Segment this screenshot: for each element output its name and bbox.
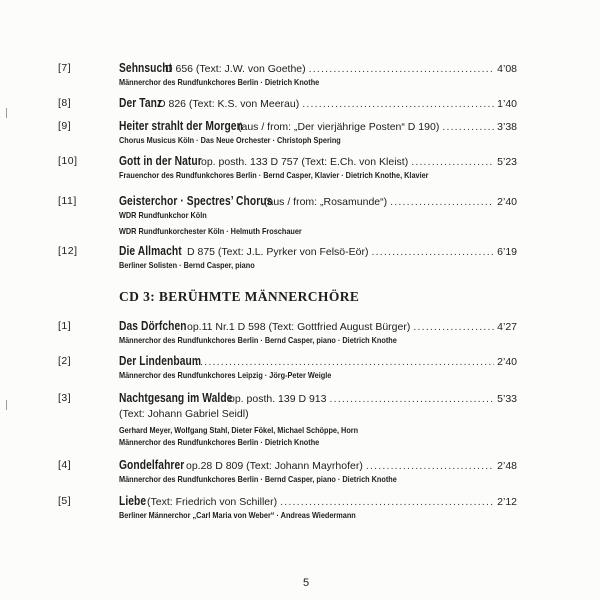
track-details: D 656 (Text: J.W. von Goethe) (165, 63, 306, 75)
track-details: op.28 D 809 (Text: Johann Mayrhofer) (186, 460, 363, 472)
track-number: [3] (58, 392, 72, 404)
performers: Männerchor des Rundfunkchores Berlin · Dietrich Knothe (119, 77, 320, 87)
performers: WDR Rundfunkorchester Köln · Helmuth Froschauer (119, 226, 302, 236)
page-number: 5 (303, 577, 310, 589)
track-title: Heiter strahlt der Morgen (119, 119, 243, 133)
track-number: [7] (58, 62, 72, 74)
track-duration: 6’19 (497, 246, 517, 258)
margin-mark (6, 108, 7, 118)
track-number: [4] (58, 459, 72, 471)
performers: Chorus Musicus Köln · Das Neue Orchester · Christoph Spering (119, 135, 341, 145)
performers: Männerchor des Rundfunkchores Berlin · Bernd Casper, piano · Dietrich Knothe (119, 335, 397, 345)
track-details: (aus / from: „Der vierjährige Posten“ D 190) (238, 121, 440, 133)
track-number: [12] (58, 245, 78, 257)
performers: Männerchor des Rundfunkchores Berlin · Dietrich Knothe (119, 437, 320, 447)
performers: Berliner Männerchor „Carl Maria von Weber“ · Andreas Wiedermann (119, 510, 356, 520)
track-title: Gondelfahrer (119, 458, 185, 472)
track-details: (aus / from: „Rosamunde“) (264, 196, 388, 208)
performers: Männerchor des Rundfunkchores Leipzig · Jörg-Peter Weigle (119, 370, 332, 380)
performers: Berliner Solisten · Bernd Casper, piano (119, 260, 255, 270)
track-title: Gott in der Natur (119, 154, 202, 168)
cd-heading: CD 3: BERÜHMTE MÄNNERCHÖRE (119, 289, 360, 304)
track-subtext: (Text: Johann Gabriel Seidl) (119, 408, 249, 420)
dot-leader (309, 63, 494, 76)
margin-mark (6, 400, 7, 410)
track-title: Die Allmacht (119, 244, 182, 258)
track-details: op. posth. 133 D 757 (Text: E.Ch. von Kleist) (201, 156, 409, 168)
performers: Gerhard Meyer, Wolfgang Stahl, Dieter Fökel, Michael Schöppe, Horn (119, 425, 359, 435)
dot-leader (442, 121, 494, 134)
track-title: Der Tanz (119, 96, 163, 110)
dot-leader (280, 496, 494, 509)
dot-leader (371, 246, 494, 259)
track-duration: 3’38 (497, 121, 517, 133)
track-title: Das Dörfchen (119, 319, 187, 333)
track-details: D 875 (Text: J.L. Pyrker von Felsö-Eör) (187, 246, 369, 258)
track-number: [10] (58, 155, 78, 167)
track-duration: 2’40 (497, 356, 517, 368)
dot-leader (390, 196, 494, 209)
dot-leader (413, 321, 494, 334)
track-duration: 2’12 (497, 496, 517, 508)
track-number: [11] (58, 195, 77, 207)
track-title: Sehnsucht (119, 61, 173, 75)
track-details: op. posth. 139 D 913 (229, 393, 327, 405)
performers: Frauenchor des Rundfunkchores Berlin · Bernd Casper, Klavier · Dietrich Knothe, Klavier (119, 170, 429, 180)
track-duration: 4’08 (497, 63, 517, 75)
dot-leader (366, 460, 494, 473)
performers: WDR Rundfunkchor Köln (119, 210, 207, 220)
track-number: [1] (58, 320, 72, 332)
track-details: op.11 Nr.1 D 598 (Text: Gottfried August Bürger) (187, 321, 411, 333)
dot-leader (330, 393, 495, 406)
track-title: Nachtgesang im Walde (119, 391, 233, 405)
dot-leader (411, 156, 494, 169)
track-number: [5] (58, 495, 72, 507)
track-duration: 1’40 (497, 98, 517, 110)
track-number: [8] (58, 97, 72, 109)
track-duration: 2’40 (497, 196, 517, 208)
track-title: Geisterchor · Spectres’ Chorus (119, 194, 273, 208)
dot-leader (302, 98, 494, 111)
dot-leader (196, 356, 494, 369)
track-number: [9] (58, 120, 72, 132)
track-title: Liebe (119, 494, 147, 508)
track-duration: 4’27 (497, 321, 517, 333)
track-duration: 5’33 (497, 393, 517, 405)
track-details: (Text: Friedrich von Schiller) (147, 496, 278, 508)
track-number: [2] (58, 355, 72, 367)
track-duration: 2’48 (497, 460, 517, 472)
track-details: D 826 (Text: K.S. von Meerau) (158, 98, 300, 110)
performers: Männerchor des Rundfunkchores Berlin · Bernd Casper, piano · Dietrich Knothe (119, 474, 397, 484)
track-title: Der Lindenbaum (119, 354, 202, 368)
track-duration: 5’23 (497, 156, 517, 168)
